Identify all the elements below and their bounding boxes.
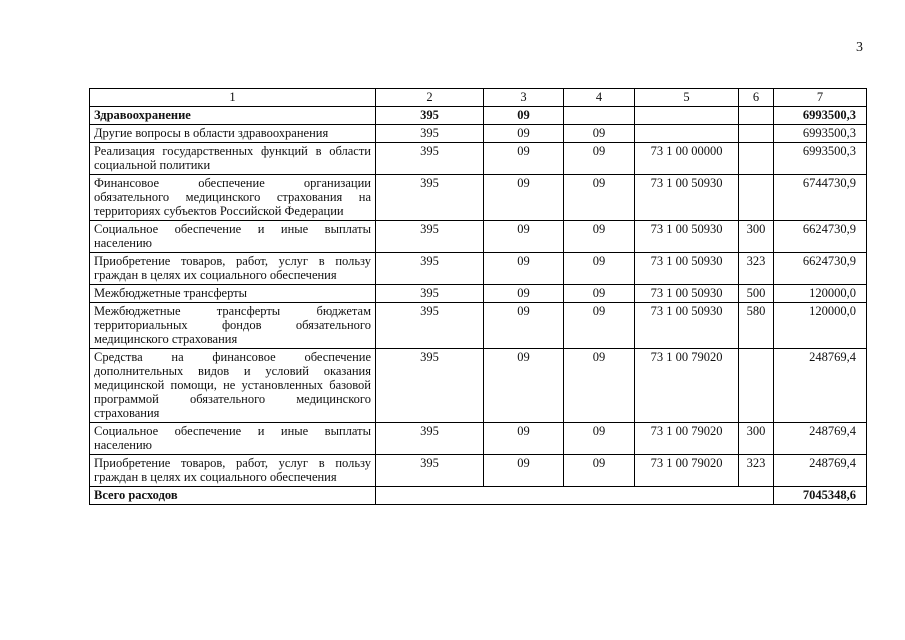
expense-type-cell: 300 bbox=[739, 221, 774, 253]
row-name-cell: Другие вопросы в области здравоохранения bbox=[90, 125, 376, 143]
ministry-code-cell: 395 bbox=[376, 285, 484, 303]
table-row bbox=[90, 221, 867, 253]
target-article-cell: 73 1 00 00000 bbox=[635, 143, 739, 175]
table-row bbox=[90, 303, 867, 349]
target-article-cell bbox=[635, 107, 739, 125]
table-row bbox=[90, 143, 867, 175]
column-number: 6 bbox=[739, 89, 774, 107]
row-name-cell: Средства на финансовое обеспечение дополнительных видов и условий оказания медицинской помощи, не установленных базовой программой обязательного медицинского страхования bbox=[90, 349, 376, 423]
amount-cell: 6993500,3 bbox=[774, 143, 867, 175]
row-name-cell: Здравоохранение bbox=[90, 107, 376, 125]
ministry-code-cell: 395 bbox=[376, 303, 484, 349]
expense-type-cell bbox=[739, 143, 774, 175]
amount-cell: 120000,0 bbox=[774, 285, 867, 303]
expense-type-cell bbox=[739, 175, 774, 221]
target-article-cell: 73 1 00 50930 bbox=[635, 175, 739, 221]
target-article-cell bbox=[635, 125, 739, 143]
total-value: 7045348,6 bbox=[774, 487, 867, 505]
subsection-cell: 09 bbox=[564, 125, 635, 143]
amount-cell: 6744730,9 bbox=[774, 175, 867, 221]
ministry-code-cell: 395 bbox=[376, 455, 484, 487]
amount-cell: 6624730,9 bbox=[774, 253, 867, 285]
target-article-cell: 73 1 00 50930 bbox=[635, 285, 739, 303]
subsection-cell: 09 bbox=[564, 455, 635, 487]
subsection-cell: 09 bbox=[564, 253, 635, 285]
total-label: Всего расходов bbox=[90, 487, 376, 505]
table-row bbox=[90, 175, 867, 221]
subsection-cell: 09 bbox=[564, 423, 635, 455]
target-article-cell: 73 1 00 79020 bbox=[635, 423, 739, 455]
subsection-cell: 09 bbox=[564, 285, 635, 303]
subsection-cell: 09 bbox=[564, 221, 635, 253]
expense-type-cell: 300 bbox=[739, 423, 774, 455]
subsection-cell bbox=[564, 107, 635, 125]
total-empty-cell bbox=[376, 487, 774, 505]
ministry-code-cell: 395 bbox=[376, 175, 484, 221]
amount-cell: 248769,4 bbox=[774, 423, 867, 455]
target-article-cell: 73 1 00 50930 bbox=[635, 221, 739, 253]
section-cell: 09 bbox=[484, 285, 564, 303]
expense-type-cell bbox=[739, 349, 774, 423]
expense-type-cell: 580 bbox=[739, 303, 774, 349]
section-cell: 09 bbox=[484, 423, 564, 455]
target-article-cell: 73 1 00 50930 bbox=[635, 303, 739, 349]
expense-type-cell: 323 bbox=[739, 455, 774, 487]
row-name-cell: Межбюджетные трансферты bbox=[90, 285, 376, 303]
table-row bbox=[90, 125, 867, 143]
row-name-cell: Приобретение товаров, работ, услуг в пользу граждан в целях их социального обеспечения bbox=[90, 253, 376, 285]
amount-cell: 248769,4 bbox=[774, 349, 867, 423]
expense-type-cell: 323 bbox=[739, 253, 774, 285]
amount-cell: 248769,4 bbox=[774, 455, 867, 487]
ministry-code-cell: 395 bbox=[376, 423, 484, 455]
section-cell: 09 bbox=[484, 221, 564, 253]
section-cell: 09 bbox=[484, 253, 564, 285]
page-number: 3 bbox=[856, 40, 863, 55]
subsection-cell: 09 bbox=[564, 143, 635, 175]
amount-cell: 120000,0 bbox=[774, 303, 867, 349]
amount-cell: 6624730,9 bbox=[774, 221, 867, 253]
table-row bbox=[90, 455, 867, 487]
row-name-cell: Реализация государственных функций в области социальной политики bbox=[90, 143, 376, 175]
amount-cell: 6993500,3 bbox=[774, 107, 867, 125]
ministry-code-cell: 395 bbox=[376, 143, 484, 175]
section-cell: 09 bbox=[484, 455, 564, 487]
section-cell: 09 bbox=[484, 143, 564, 175]
section-cell: 09 bbox=[484, 125, 564, 143]
section-cell: 09 bbox=[484, 303, 564, 349]
ministry-code-cell: 395 bbox=[376, 221, 484, 253]
table-row bbox=[90, 253, 867, 285]
row-name-cell: Социальное обеспечение и иные выплаты населению bbox=[90, 423, 376, 455]
row-name-cell: Приобретение товаров, работ, услуг в пользу граждан в целях их социального обеспечения bbox=[90, 455, 376, 487]
table-row bbox=[90, 285, 867, 303]
row-name-cell: Финансовое обеспечение организации обязательного медицинского страхования на территориях субъектов Российской Федерации bbox=[90, 175, 376, 221]
section-cell: 09 bbox=[484, 175, 564, 221]
total-row bbox=[90, 487, 867, 505]
row-name-cell: Социальное обеспечение и иные выплаты населению bbox=[90, 221, 376, 253]
section-cell: 09 bbox=[484, 107, 564, 125]
ministry-code-cell: 395 bbox=[376, 107, 484, 125]
amount-cell: 6993500,3 bbox=[774, 125, 867, 143]
row-name-cell: Межбюджетные трансферты бюджетам территориальных фондов обязательного медицинского страхования bbox=[90, 303, 376, 349]
subsection-cell: 09 bbox=[564, 303, 635, 349]
target-article-cell: 73 1 00 79020 bbox=[635, 455, 739, 487]
expense-type-cell: 500 bbox=[739, 285, 774, 303]
column-number-row bbox=[90, 89, 867, 107]
column-number: 2 bbox=[376, 89, 484, 107]
expense-type-cell bbox=[739, 125, 774, 143]
table-row bbox=[90, 107, 867, 125]
column-number: 5 bbox=[635, 89, 739, 107]
ministry-code-cell: 395 bbox=[376, 125, 484, 143]
expense-type-cell bbox=[739, 107, 774, 125]
column-number: 3 bbox=[484, 89, 564, 107]
column-number: 7 bbox=[774, 89, 867, 107]
ministry-code-cell: 395 bbox=[376, 253, 484, 285]
table-row bbox=[90, 423, 867, 455]
subsection-cell: 09 bbox=[564, 175, 635, 221]
column-number: 4 bbox=[564, 89, 635, 107]
ministry-code-cell: 395 bbox=[376, 349, 484, 423]
expenditure-table bbox=[89, 88, 867, 505]
subsection-cell: 09 bbox=[564, 349, 635, 423]
target-article-cell: 73 1 00 50930 bbox=[635, 253, 739, 285]
target-article-cell: 73 1 00 79020 bbox=[635, 349, 739, 423]
section-cell: 09 bbox=[484, 349, 564, 423]
table-row bbox=[90, 349, 867, 423]
column-number: 1 bbox=[90, 89, 376, 107]
